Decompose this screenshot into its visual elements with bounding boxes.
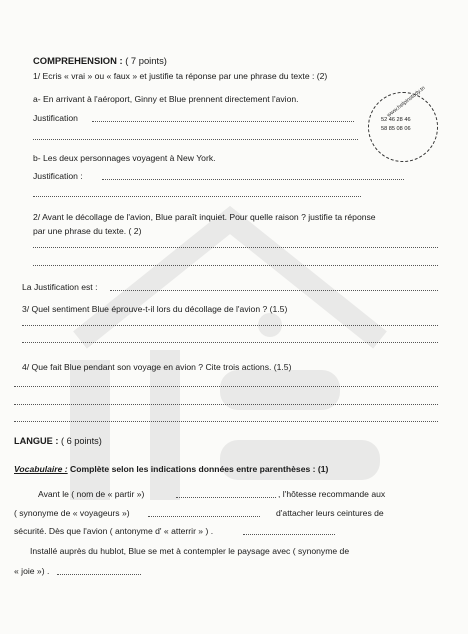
langue-title: LANGUE : ( 6 points)	[14, 436, 102, 446]
question-4: 4/ Que fait Blue pendant son voyage en avion ? Cite trois actions. (1.5)	[22, 362, 292, 372]
answer-line-a2[interactable]	[33, 139, 358, 140]
vocab-blank-3[interactable]	[243, 534, 335, 535]
vocab-line-5a: « joie ») .	[14, 566, 50, 576]
answer-line-b2[interactable]	[33, 196, 361, 197]
vocab-line-1b: , l'hôtesse recommande aux	[278, 489, 386, 499]
answer-line-2c[interactable]	[110, 290, 438, 291]
answer-line-3b[interactable]	[22, 342, 438, 343]
stamp-seal	[368, 85, 438, 162]
stamp-phone-1: 52 46 28 46	[381, 117, 411, 123]
answer-line-2b[interactable]	[33, 265, 438, 266]
question-1: 1/ Ecris « vrai » ou « faux » et justifie ta réponse par une phrase du texte : (2)	[33, 71, 328, 81]
question-2-line-2: par une phrase du texte. ( 2)	[33, 226, 142, 236]
justification-label-b: Justification :	[33, 171, 83, 181]
vocabulaire-heading: Vocabulaire : Complète selon les indications données entre parenthèses : (1)	[14, 464, 329, 474]
answer-line-4b[interactable]	[14, 404, 438, 405]
question-2-line-1: 2/ Avant le décollage de l'avion, Blue paraît inquiet. Pour quelle raison ? justifie ta réponse	[33, 212, 376, 222]
vocab-line-1a: Avant le ( nom de « partir »)	[38, 489, 145, 499]
la-justification-label: La Justification est :	[22, 282, 98, 292]
answer-line-b1[interactable]	[102, 179, 404, 180]
answer-line-4c[interactable]	[14, 421, 438, 422]
stamp-site: www.helpinstudy.tn	[386, 85, 427, 119]
comprehension-title: COMPREHENSION : ( 7 points)	[33, 55, 167, 66]
vocab-blank-2[interactable]	[148, 516, 260, 517]
question-1b: b- Les deux personnages voyagent à New York.	[33, 153, 216, 163]
vocab-line-3a: sécurité. Dès que l'avion ( antonyme d' « atterrir » ) .	[14, 526, 214, 536]
question-3: 3/ Quel sentiment Blue éprouve-t-il lors du décollage de l'avion ? (1.5)	[22, 304, 288, 314]
vocab-line-2b: d'attacher leurs ceintures de	[276, 508, 384, 518]
stamp-phone-2: 58 85 08 06	[381, 126, 411, 132]
vocab-blank-1[interactable]	[176, 497, 276, 498]
vocab-line-4a: Installé auprès du hublot, Blue se met à contempler le paysage avec ( synonyme de	[30, 546, 350, 556]
question-1a: a- En arrivant à l'aéroport, Ginny et Blue prennent directement l'avion.	[33, 94, 299, 104]
answer-line-4a[interactable]	[14, 386, 438, 387]
answer-line-a1[interactable]	[92, 121, 354, 122]
justification-label-a: Justification	[33, 113, 78, 123]
vocab-line-2a: ( synonyme de « voyageurs »)	[14, 508, 130, 518]
answer-line-3a[interactable]	[22, 325, 438, 326]
vocab-blank-4[interactable]	[57, 574, 141, 575]
answer-line-2a[interactable]	[33, 247, 438, 248]
